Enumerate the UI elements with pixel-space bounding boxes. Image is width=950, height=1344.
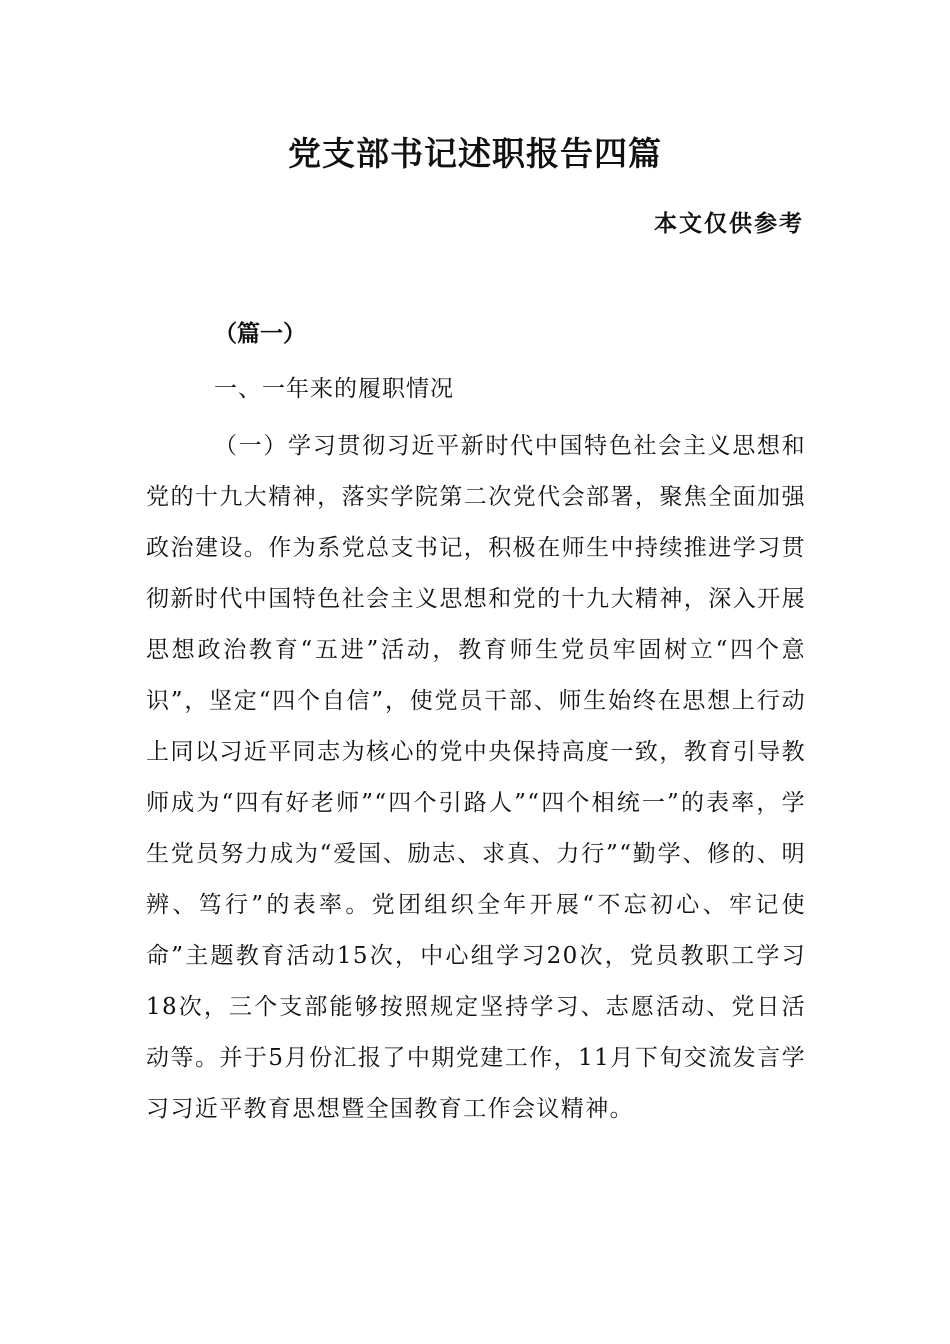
document-title: 党支部书记述职报告四篇 xyxy=(288,134,662,173)
section-label: （篇一） xyxy=(214,320,306,347)
document-subtitle: 本文仅供参考 xyxy=(654,210,804,237)
body-paragraph: （一）学习贯彻习近平新时代中国特色社会主义思想和党的十九大精神，落实学院第二次党代会部署，聚焦全面加强政治建设。作为系党总支书记，积极在师生中持续推进学习贯彻新时代中国特色社会主义思想和党的十九大精神，深入开展思想政治教育“五进”活动，教育师生党员牢固树立“四个意识”，坚定“四个自信”，使党员干部、师生始终在思想上行动上同以习近平同志为核心的党中央保持高度一致，教育引导教师成为“四有好老师”“四个引路人”“四个相统一”的表率，学生党员努力成为“爱国、励志、求真、力行”“勤学、修的、明辨、笃行”的表率。党团组织全年开展“不忘初心、牢记使命”主题教育活动15次，中心组学习20次，党员教职工学习18次，三个支部能够按照规定坚持学习、志愿活动、党日活动等。并于5月份汇报了中期党建工作，11月下旬交流发言学习习近平教育思想暨全国教育工作会议精神。 xyxy=(146,433,806,1122)
section-heading: 一、一年来的履职情况 xyxy=(214,376,454,402)
